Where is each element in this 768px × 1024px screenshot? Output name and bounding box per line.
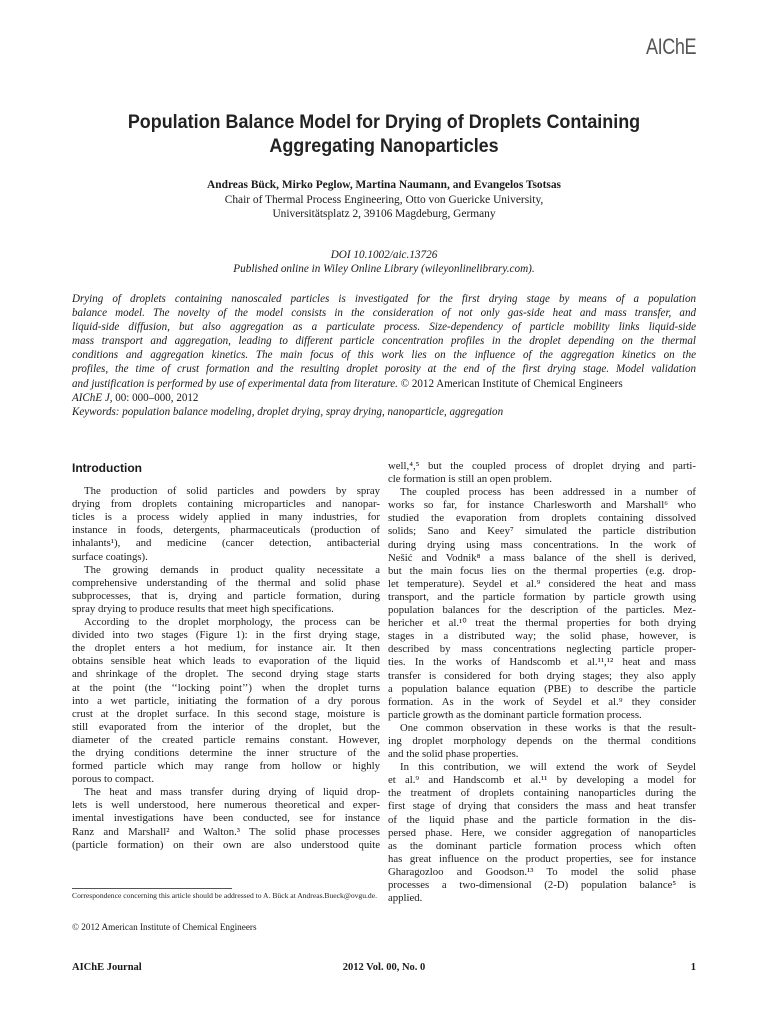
- text-line: transfer is considered for both drying stages; they also apply: [388, 669, 696, 682]
- text-line: has great influence on the product properties, see for instance: [388, 852, 696, 865]
- text-line: let temperature). Seydel et al.⁹ considered the heat and mass: [388, 577, 696, 590]
- text-line: imental investigations have been conducted, see for instance: [72, 812, 380, 825]
- abstract-body: [72, 292, 696, 377]
- keywords: Keywords: population balance modeling, droplet drying, spray drying, nanoparticle, aggregation: [72, 405, 504, 418]
- text-line: hericher et al.¹⁰ treat the thermal properties for both drying: [388, 617, 696, 630]
- text-line: well,⁴,⁵ but the coupled process of droplet drying and parti-: [388, 460, 696, 472]
- text-line: applied.: [388, 892, 423, 905]
- text-line: formed particle which may range from hollow or highly: [72, 760, 380, 773]
- citation-journal: AIChE J,: [72, 391, 113, 404]
- text-line: first stage of drying that considers the mass and heat transfer: [388, 800, 696, 813]
- text-line: subprocesses, that is, drying and particle formation, during: [72, 589, 380, 602]
- affiliation-line-2: Universitätsplatz 2, 39106 Magdeburg, Germany: [272, 208, 496, 220]
- text-line: Ranz and Marshall² and Walton.³ The solid phase processes: [72, 825, 380, 838]
- text-line: The coupled process has been addressed in a number of: [400, 486, 696, 499]
- abstract-line: profiles, the time of crust formation and the resulting droplet porosity at the end of the first drying stage. Model validation: [72, 363, 696, 376]
- text-line: divided into two stages (Figure 1): in the first drying stage,: [72, 629, 380, 642]
- citation-rest: 00: 000–000, 2012: [112, 391, 199, 404]
- text-line: According to the droplet morphology, the process can be: [84, 616, 380, 629]
- text-line: during drying using mass concentrations. In the work of: [388, 538, 696, 551]
- text-line: Gharagozloo and Goodson.¹³ To model the solid phase: [388, 865, 696, 878]
- text-line: et al.⁹ and Handscomb et al.¹¹ by developing a model for: [388, 774, 696, 787]
- text-line: population balances for the description of the particles. Mez-: [388, 604, 696, 617]
- text-line: stages in a distributed way; the solid phase, however, is: [388, 630, 696, 643]
- text-line: surface coatings).: [72, 550, 148, 563]
- abstract-last-line: [72, 377, 696, 391]
- abstract-line: balance model. The novelty of the model consists in the consideration of not only gas-side heat and mass transfer, and: [72, 307, 696, 320]
- text-line: lets is well understood, here numerous theoretical and exper-: [72, 799, 380, 812]
- left-column: [72, 460, 380, 852]
- text-line: processes a two-dimensional (2-D) population balance⁵ is: [388, 879, 696, 891]
- doi: DOI 10.1002/aic.13726: [330, 249, 438, 261]
- aiche-logo: AIChE: [645, 34, 696, 59]
- section-heading-introduction: Introduction: [72, 461, 142, 475]
- right-column: [388, 460, 696, 905]
- text-line: works so far, for instance Charlesworth and Marshall⁶ who: [388, 499, 696, 512]
- text-line: into a wet particle, initiating the formation of a dry porous: [72, 694, 380, 707]
- abstract-line: mass transport and aggregation, leading to different particle concentration profiles in the droplet depending on the thermal: [72, 335, 696, 348]
- text-line: spray drying to produce results that meet high specifications.: [72, 602, 334, 615]
- text-line: particle growth as the dominant particle formation process.: [388, 708, 642, 721]
- text-line: The heat and mass transfer during drying of liquid drop-: [84, 786, 380, 799]
- footer-journal: AIChE Journal: [72, 962, 142, 973]
- copyright-notice: © 2012 American Institute of Chemical Engineers: [72, 922, 257, 932]
- abstract-citation: [72, 391, 696, 405]
- text-line: ing droplet morphology depends on the thermal conditions: [388, 734, 696, 747]
- text-line: ticles is a process widely applied in many industries, for: [72, 511, 380, 524]
- text-line: crust at the droplet surface. In this second stage, moisture is: [72, 707, 380, 720]
- author-names: Andreas Bück, Mirko Peglow, Martina Naumann, and Evangelos Tsotsas: [207, 179, 561, 191]
- footer-issue: 2012 Vol. 00, No. 0: [342, 962, 426, 973]
- abstract-line: liquid-side diffusion, but also aggregation as a particulate process. Size-dependency of particle mobility links liquid-side: [72, 321, 696, 334]
- page-number: 1: [690, 962, 696, 973]
- text-line: described by mass concentrations neglecting particle proper-: [388, 643, 696, 656]
- publication-info: [60, 248, 708, 276]
- text-line: (particle formation) on their own are also understood quite: [72, 838, 380, 851]
- text-line: as the dominant particle formation process which often: [388, 839, 696, 852]
- text-line: obtains sensible heat which leads to evaporation of the liquid: [72, 655, 380, 668]
- published-online: Published online in Wiley Online Library (wileyonlinelibrary.com).: [233, 263, 535, 275]
- text-line: The production of solid particles and powders by spray: [84, 485, 380, 498]
- text-line: ties. In the works of Handscomb et al.¹¹,¹² heat and mass: [388, 656, 696, 669]
- text-line: and shrinkage of the droplet. The second drying stage starts: [72, 668, 380, 681]
- text-line: solids; Sano and Keey⁷ simulated the particle distribution: [388, 525, 696, 538]
- text-line: formation. As in the work of Seydel et al.⁹ they consider: [388, 695, 696, 708]
- title-line-2: Aggregating Nanoparticles: [269, 135, 499, 157]
- left-column-text: [72, 485, 380, 852]
- text-line: Nešić and Vodnik⁸ a mass balance of the shell is derived,: [388, 551, 696, 564]
- text-line: diameter of the created particle remains constant. However,: [72, 733, 380, 746]
- text-line: transport, and the particle formation by particle growth using: [388, 590, 696, 603]
- text-line: In this contribution, we will extend the work of Seydel: [400, 761, 696, 774]
- text-line: the droplet enters a hot medium, for instance air. It then: [72, 642, 380, 655]
- text-line: still evaporated from the interior of the droplet, but the: [72, 720, 380, 733]
- text-line: the drying conditions determine the inner structure of the: [72, 746, 380, 759]
- affiliation-line-1: Chair of Thermal Process Engineering, Otto von Guericke University,: [224, 193, 544, 206]
- text-line: and the solid phase properties.: [388, 748, 519, 761]
- author-block: [60, 178, 708, 222]
- abstract-line: conditions and aggregation kinetics. The main focus of this work lies on the influence of the aggregation kinetics on the: [72, 349, 696, 362]
- correspondence-footnote: Correspondence concerning this article should be addressed to A. Bück at Andreas.Bueck@ovgu.de.: [72, 891, 377, 900]
- text-line: at the point (the ‘‘locking point’’) when the droplet turns: [72, 681, 380, 694]
- text-line: but the main focus lies on the thermal properties (e.g. drop-: [388, 564, 696, 577]
- text-line: a population balance equation (PBE) to describe the particle: [388, 682, 696, 695]
- text-line: comprehensive understanding of the thermal and solid phase: [72, 576, 380, 589]
- abstract-line: Drying of droplets containing nanoscaled particles is investigated for the first drying stage by means of a population: [72, 293, 696, 305]
- abstract-last-italic: and justification is performed by use of experimental data from literature.: [72, 377, 398, 390]
- text-line: persed phase. Here, we consider aggregation of nanoparticles: [388, 826, 696, 839]
- text-line: of the liquid phase and the particle formation in the dis-: [388, 813, 696, 826]
- abstract-copyright: © 2012 American Institute of Chemical Engineers: [397, 377, 623, 390]
- right-column-text: [388, 460, 696, 905]
- abstract: [72, 292, 696, 419]
- text-line: the treatment of droplets containing nanoparticles during the: [388, 787, 696, 800]
- footnote-divider: [72, 888, 232, 889]
- text-line: drying from droplets containing microparticles and nanopar-: [72, 498, 380, 511]
- text-line: studied the evaporation from droplets containing dissolved: [388, 512, 696, 525]
- text-line: inhalants¹), and medicine (cancer detection, antibacterial: [72, 537, 380, 550]
- text-line: cle formation is still an open problem.: [388, 473, 552, 486]
- text-line: One common observation in these works is that the result-: [400, 721, 696, 734]
- text-line: instance in foods, detergents, pharmaceuticals (production of: [72, 524, 380, 537]
- paper-title: [86, 110, 682, 158]
- title-line-1: Population Balance Model for Drying of Droplets Containing: [127, 111, 641, 133]
- text-line: The growing demands in product quality necessitate a: [84, 563, 380, 576]
- text-line: porous to compact.: [72, 773, 155, 786]
